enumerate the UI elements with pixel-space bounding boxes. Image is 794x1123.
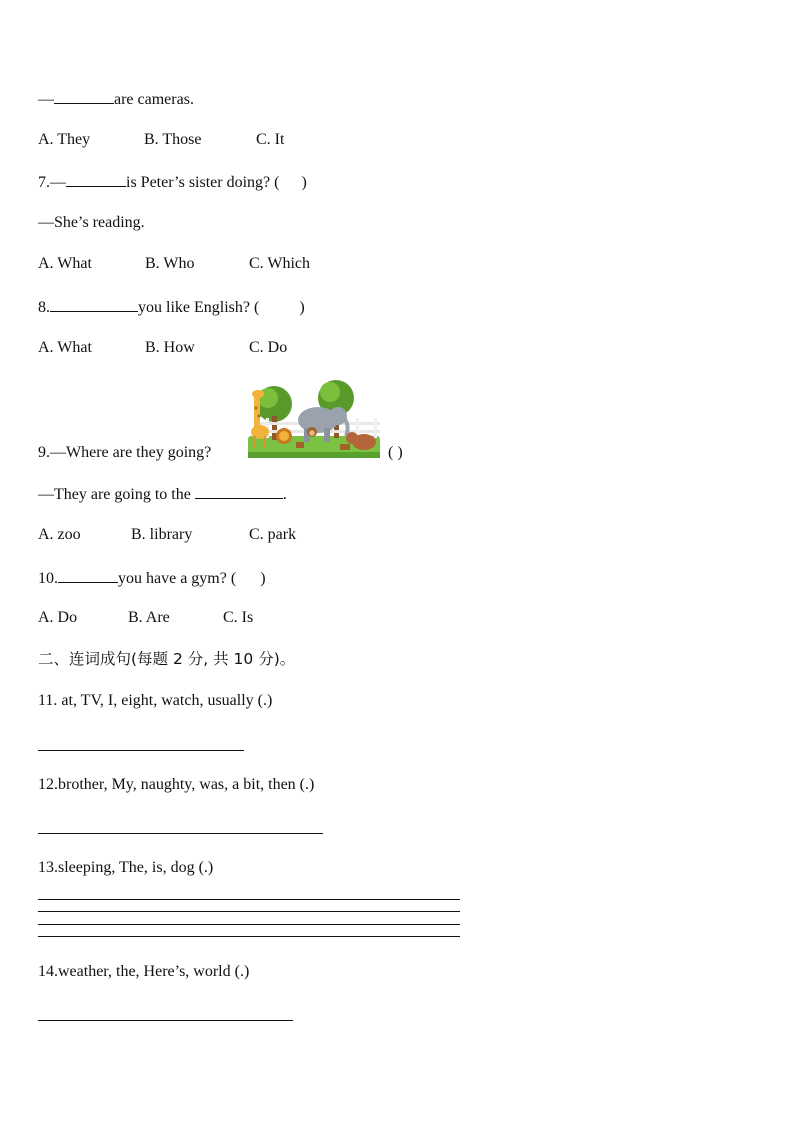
q7-option-a[interactable]: A. What — [38, 255, 92, 272]
q6-option-a[interactable]: A. They — [38, 131, 91, 148]
q9-number: 9.— — [38, 444, 66, 461]
q13-prompt: 13.sleeping, The, is, dog (.) — [38, 859, 214, 876]
q6-option-b[interactable]: B. Those — [144, 131, 202, 148]
zoo-animals-illustration-icon — [246, 380, 382, 460]
q8-options — [38, 338, 287, 358]
q13-answer-line-1[interactable] — [38, 899, 460, 900]
q14-prompt: 14.weather, the, Here’s, world (.) — [38, 963, 250, 980]
q8-question — [38, 296, 305, 318]
q9-option-c[interactable]: C. park — [249, 526, 297, 543]
q7-option-b[interactable]: B. Who — [145, 255, 195, 272]
q9-paren[interactable]: ( ) — [388, 444, 403, 461]
q9-answer-text: —They are going to the — [38, 486, 191, 503]
q12-answer-line[interactable] — [38, 833, 323, 834]
q10-question — [38, 567, 266, 589]
q9-options — [38, 525, 296, 545]
q12-prompt: 12.brother, My, naughty, was, a bit, then (.) — [38, 776, 315, 793]
q6-options — [38, 130, 284, 150]
q13-answer-line-2[interactable] — [38, 911, 460, 912]
q11-answer-line[interactable] — [38, 750, 244, 751]
q10-text: you have a gym? ( — [118, 570, 237, 587]
q10-option-a[interactable]: A. Do — [38, 609, 78, 626]
q9-text: Where are they going? — [66, 444, 212, 461]
q10-option-c[interactable]: C. Is — [223, 609, 254, 626]
section-2-heading: 二、连词成句(每题 2 分, 共 10 分)。 — [38, 650, 296, 668]
q10-close: ) — [260, 570, 266, 587]
q8-number: 8. — [38, 299, 50, 316]
q10-number: 10. — [38, 570, 58, 587]
q6-answer-text: are cameras. — [114, 91, 194, 108]
q9-option-a[interactable]: A. zoo — [38, 526, 81, 543]
q7-number: 7.— — [38, 174, 66, 191]
q7-blank[interactable] — [66, 171, 126, 187]
q9-answer — [38, 483, 287, 505]
q10-options — [38, 608, 253, 628]
q6-option-c[interactable]: C. It — [256, 131, 285, 148]
q7-text: is Peter’s sister doing? ( — [126, 174, 280, 191]
q11-prompt: 11. at, TV, I, eight, watch, usually (.) — [38, 692, 273, 709]
q8-option-a[interactable]: A. What — [38, 339, 92, 356]
q7-question — [38, 171, 307, 193]
q6-blank[interactable] — [54, 88, 114, 104]
q8-option-c[interactable]: C. Do — [249, 339, 288, 356]
q10-blank[interactable] — [58, 567, 118, 583]
q7-answer: —She’s reading. — [38, 214, 145, 231]
q6-answer-line — [38, 88, 194, 110]
q14-answer-line[interactable] — [38, 1020, 293, 1021]
q8-close: ) — [299, 299, 305, 316]
q9-option-b[interactable]: B. library — [131, 526, 193, 543]
q9-answer-end: . — [282, 486, 287, 503]
q8-blank[interactable] — [50, 296, 138, 312]
q8-option-b[interactable]: B. How — [145, 339, 195, 356]
q7-close: ) — [301, 174, 307, 191]
q7-options — [38, 254, 310, 274]
q9-question — [38, 443, 211, 463]
q7-option-c[interactable]: C. Which — [249, 255, 311, 272]
q9-blank[interactable] — [195, 483, 283, 499]
q10-option-b[interactable]: B. Are — [128, 609, 170, 626]
q13-answer-line-3[interactable] — [38, 924, 460, 925]
q6-dash: — — [38, 91, 54, 108]
q13-answer-line-4[interactable] — [38, 936, 460, 937]
q8-text: you like English? ( — [138, 299, 260, 316]
